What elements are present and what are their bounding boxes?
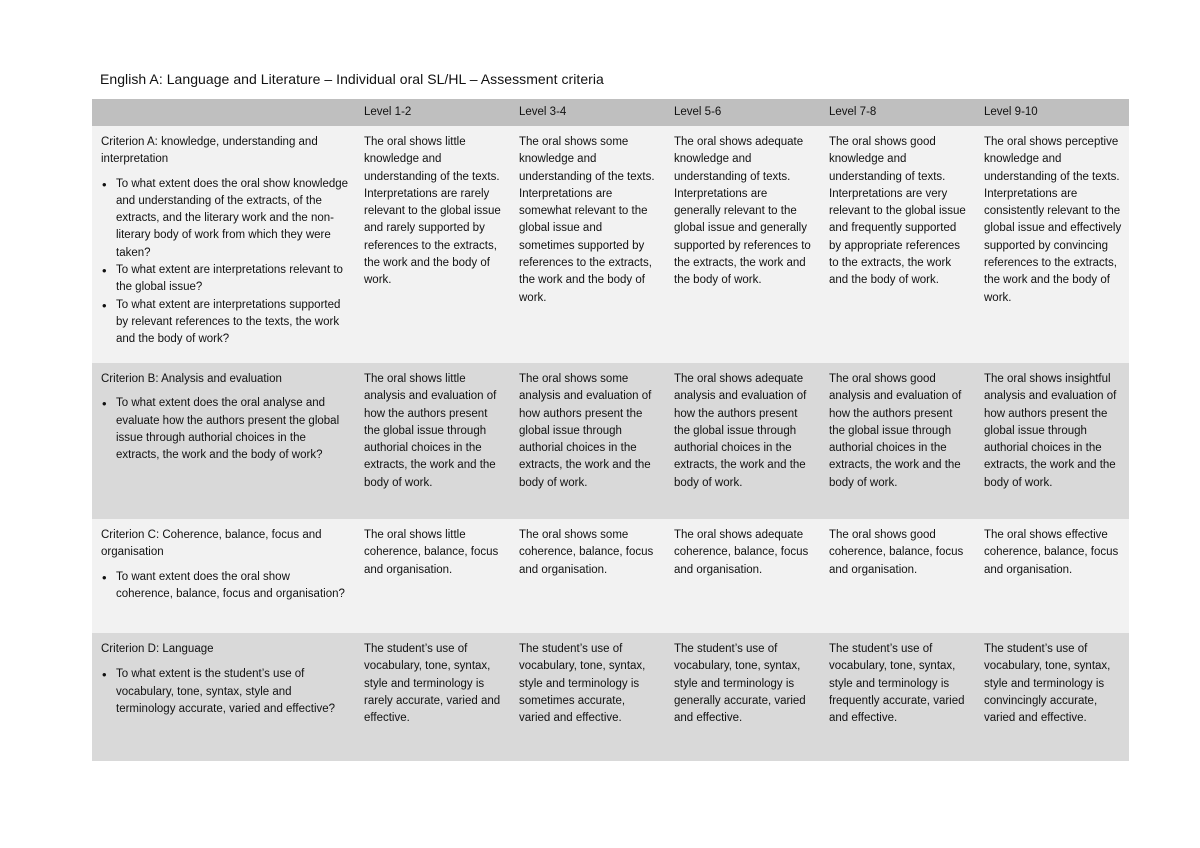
criterion-b-row xyxy=(92,363,1129,519)
criterion-b-level-5-6: The oral shows adequate analysis and evaluation of how the authors present the global issue through authorial choices in the extracts, the work and the body of work. xyxy=(674,373,807,489)
criterion-d-questions xyxy=(101,666,349,718)
criterion-a-row xyxy=(92,126,1129,363)
criterion-b-title: Criterion B: Analysis and evaluation xyxy=(101,373,282,385)
criterion-b-level-1-2: The oral shows little analysis and evaluation of how the authors present the global issue through authorial choices in the extracts, the work and the body of work. xyxy=(364,373,497,489)
criterion-c-level-5-6: The oral shows adequate coherence, balance, focus and organisation. xyxy=(674,529,809,576)
header-level-1-2: Level 1-2 xyxy=(364,106,412,119)
criterion-a-level-5-6: The oral shows adequate knowledge and understanding of texts. Interpretations are generally relevant to the global issue and generally supported by references to the extracts, the work and the body of work. xyxy=(674,136,811,287)
criterion-a-level-9-10: The oral shows perceptive knowledge and understanding of the texts. Interpretations are consistently relevant to the global issue and effectively supported by convincing references to the extracts, the work and the body of work. xyxy=(984,136,1122,304)
header-level-7-8: Level 7-8 xyxy=(829,106,877,119)
criterion-d-cell xyxy=(92,633,355,761)
criterion-b-level-7-8: The oral shows good analysis and evaluation of how the authors present the global issue through authorial choices in the extracts, the work and the body of work. xyxy=(829,373,962,489)
assessment-criteria-table xyxy=(92,99,1129,761)
criterion-question: • To want extent does the oral show coherence, balance, focus and organisation? xyxy=(116,569,349,604)
header-level-5-6: Level 5-6 xyxy=(674,106,722,119)
criterion-a-level-1-2: The oral shows little knowledge and understanding of the texts. Interpretations are rarely relevant to the global issue and rarely supported by references to the extracts, the work and the body of work. xyxy=(364,136,501,287)
criterion-c-row xyxy=(92,519,1129,633)
criterion-a-title: Criterion A: knowledge, understanding and interpretation xyxy=(101,136,318,166)
criterion-question: • To what extent are interpretations relevant to the global issue? xyxy=(116,262,349,297)
criterion-d-level-7-8: The student’s use of vocabulary, tone, syntax, style and terminology is frequently accurate, varied and effective. xyxy=(829,643,965,725)
criterion-c-level-9-10: The oral shows effective coherence, balance, focus and organisation. xyxy=(984,529,1119,576)
criterion-c-title: Criterion C: Coherence, balance, focus and organisation xyxy=(101,529,322,559)
criterion-a-questions xyxy=(101,176,349,349)
criterion-b-questions xyxy=(101,395,349,464)
criterion-question: • To what extent are interpretations supported by relevant references to the texts, the work and the body of work? xyxy=(116,297,349,349)
criterion-a-level-7-8: The oral shows good knowledge and understanding of texts. Interpretations are very relevant to the global issue and frequently supported by appropriate references to the extracts, the work and the body of work. xyxy=(829,136,966,287)
criterion-d-title: Criterion D: Language xyxy=(101,643,214,655)
criterion-c-level-7-8: The oral shows good coherence, balance, focus and organisation. xyxy=(829,529,964,576)
table-header-row xyxy=(92,99,1129,126)
criterion-a-cell xyxy=(92,126,355,363)
criterion-question: • To what extent is the student’s use of vocabulary, tone, syntax, style and terminology accurate, varied and effective? xyxy=(116,666,349,718)
criterion-d-row xyxy=(92,633,1129,761)
criterion-c-level-1-2: The oral shows little coherence, balance, focus and organisation. xyxy=(364,529,499,576)
header-level-9-10: Level 9-10 xyxy=(984,106,1038,119)
criterion-b-cell xyxy=(92,363,355,519)
criterion-d-level-9-10: The student’s use of vocabulary, tone, syntax, style and terminology is convincingly accurate, varied and effective. xyxy=(984,643,1111,725)
criterion-c-questions xyxy=(101,569,349,604)
document-title: English A: Language and Literature – Individual oral SL/HL – Assessment criteria xyxy=(100,71,604,87)
criterion-b-level-3-4: The oral shows some analysis and evaluation of how authors present the global issue through authorial choices in the extracts, the work and the body of work. xyxy=(519,373,652,489)
criterion-b-level-9-10: The oral shows insightful analysis and evaluation of how authors present the global issue through authorial choices in the extracts, the work and the body of work. xyxy=(984,373,1117,489)
criterion-d-level-3-4: The student’s use of vocabulary, tone, syntax, style and terminology is sometimes accurate, varied and effective. xyxy=(519,643,646,725)
criterion-question: • To what extent does the oral show knowledge and understanding of the extracts, of the extracts, and the literary work and the non-literary body of work from which they were taken? xyxy=(116,176,349,262)
criterion-a-level-3-4: The oral shows some knowledge and understanding of the texts. Interpretations are somewhat relevant to the global issue and sometimes supported by references to the extracts, the work and the body of work. xyxy=(519,136,655,304)
criterion-d-level-1-2: The student’s use of vocabulary, tone, syntax, style and terminology is rarely accurate, varied and effective. xyxy=(364,643,501,725)
header-criterion xyxy=(92,99,355,126)
criterion-c-level-3-4: The oral shows some coherence, balance, focus and organisation. xyxy=(519,529,654,576)
criterion-c-cell xyxy=(92,519,355,633)
criterion-d-level-5-6: The student’s use of vocabulary, tone, syntax, style and terminology is generally accurate, varied and effective. xyxy=(674,643,806,725)
criterion-question: • To what extent does the oral analyse and evaluate how the authors present the global issue through authorial choices in the extracts, the work and the body of work? xyxy=(116,395,349,464)
header-level-3-4: Level 3-4 xyxy=(519,106,567,119)
